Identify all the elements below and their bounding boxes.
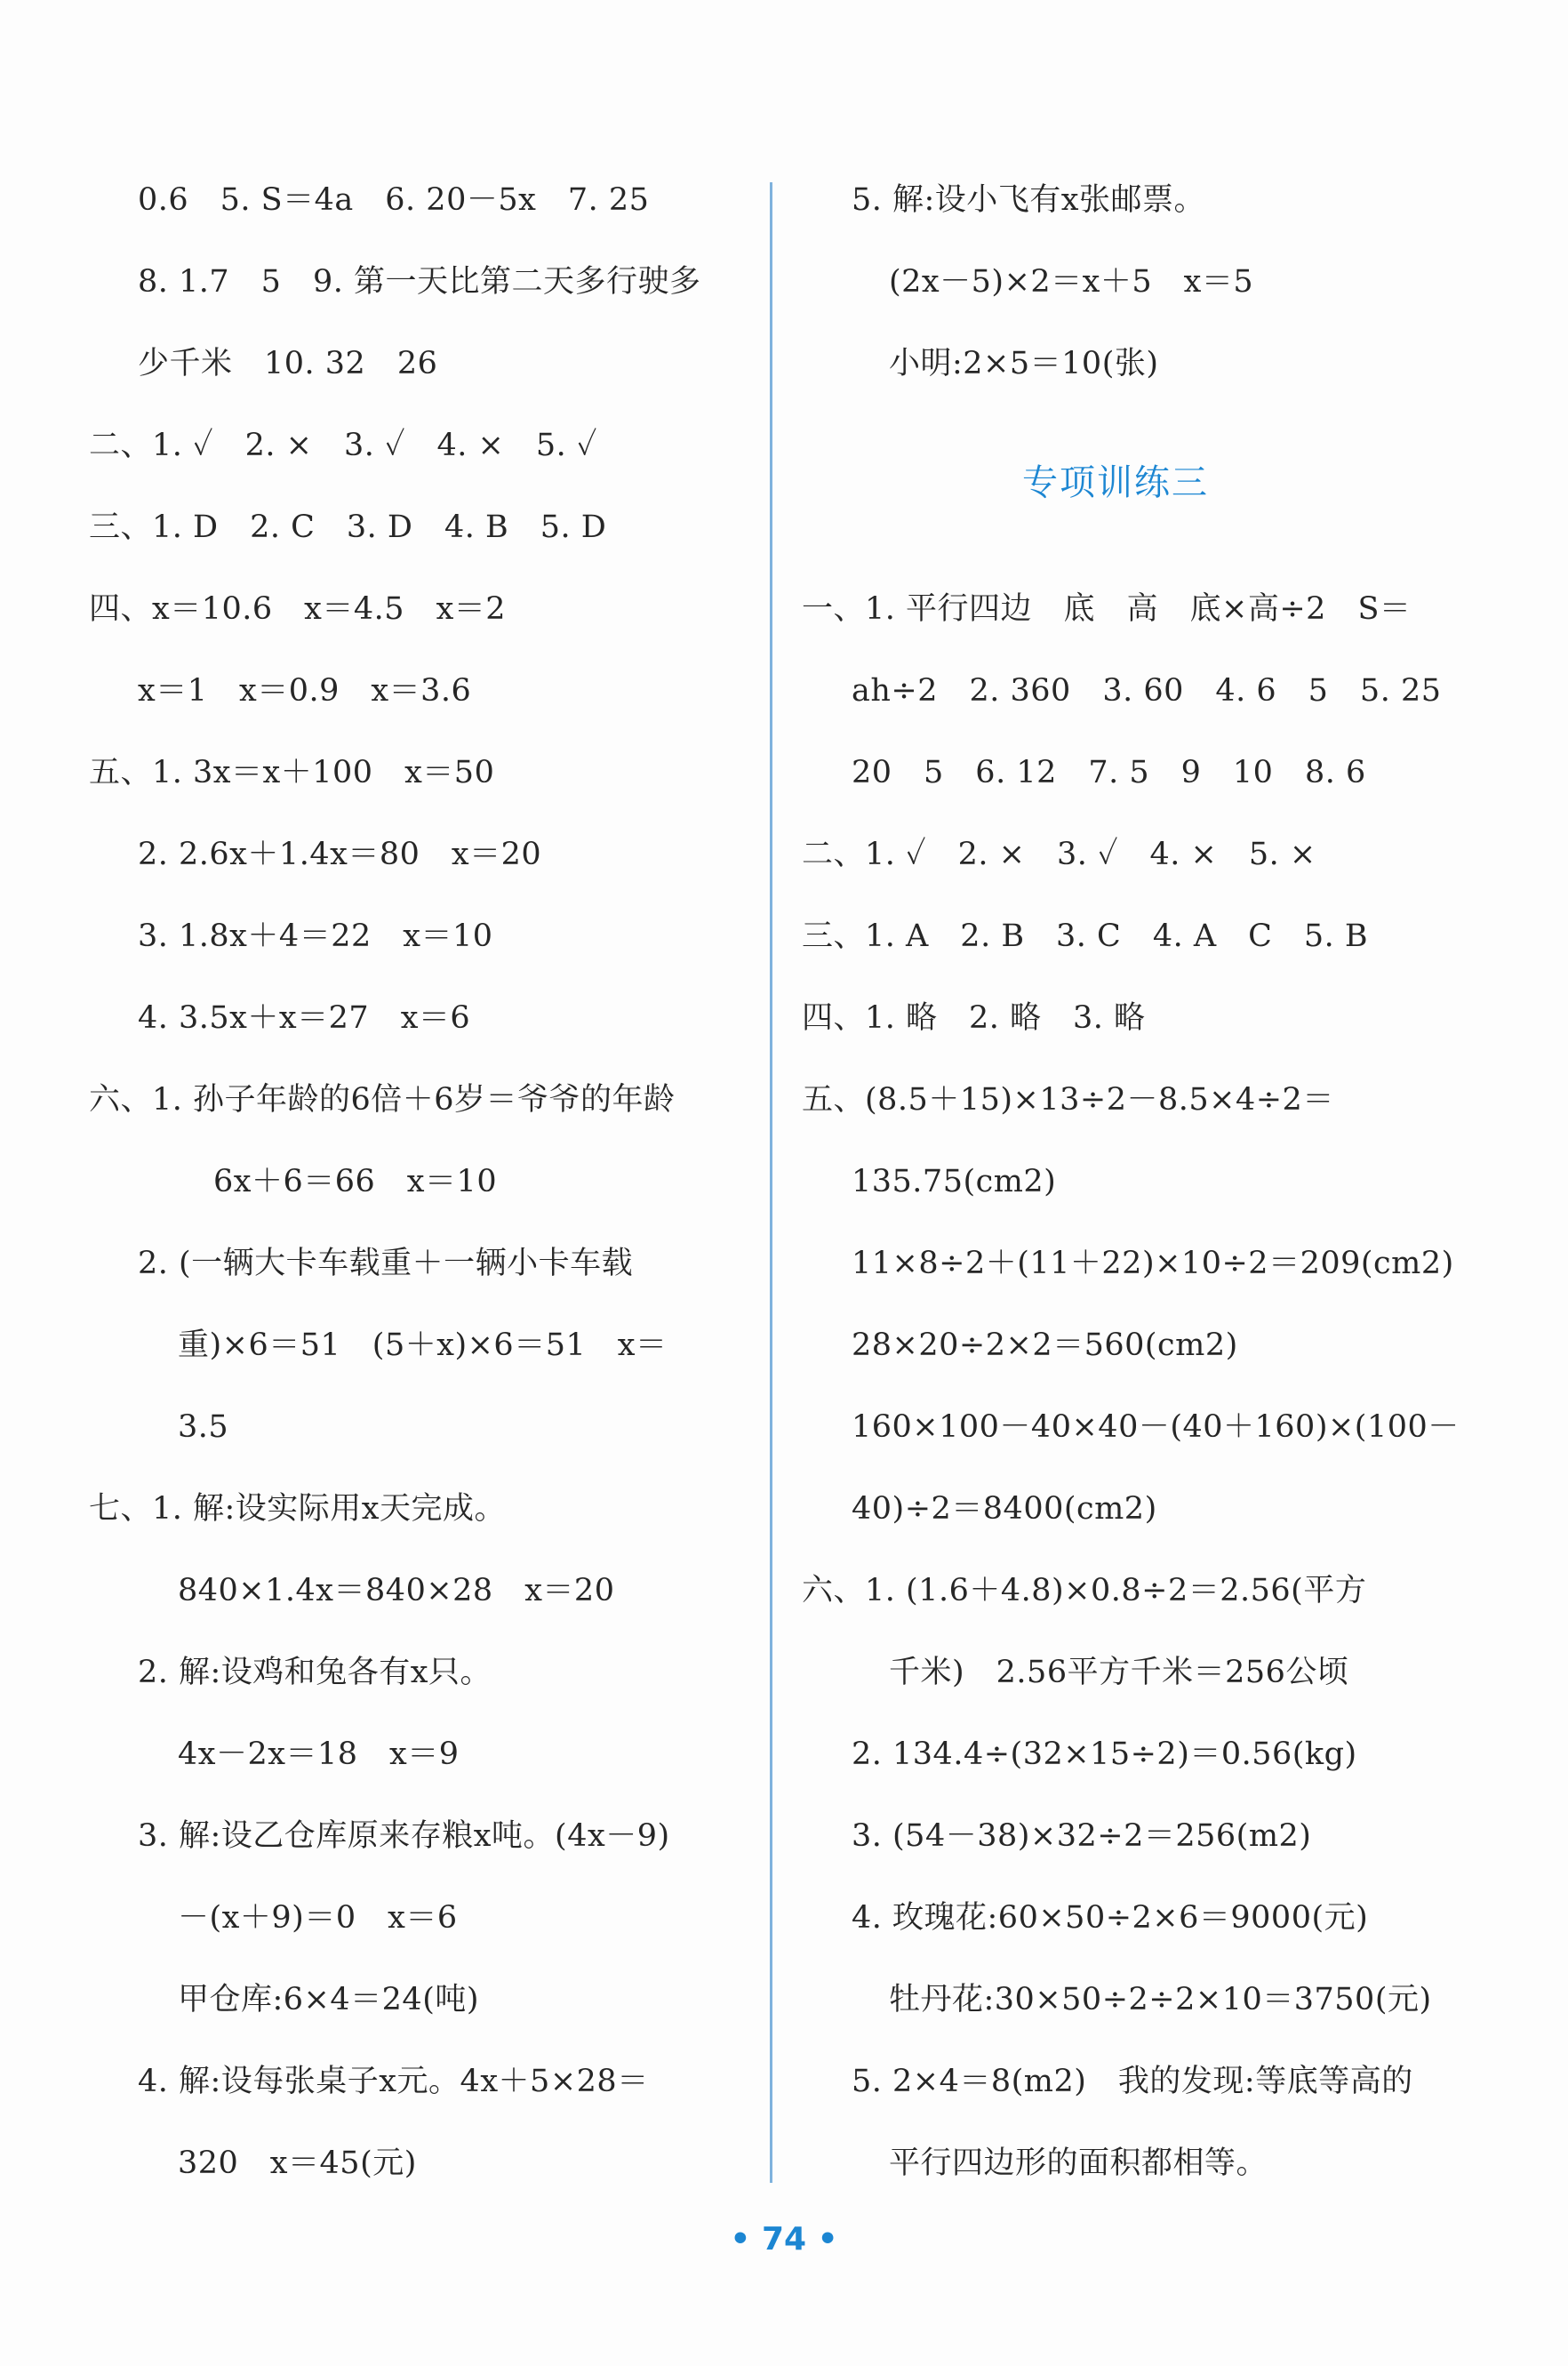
answer-line: 3. 解:设乙仓库原来存粮x吨。(4x－9) [138, 1818, 670, 1854]
answer-line: 3. 1.8x＋4＝22 x＝10 [138, 918, 493, 954]
answer-line: x＝1 x＝0.9 x＝3.6 [138, 673, 472, 709]
answer-line: 135.75(cm2) [852, 1164, 1057, 1199]
page-number: • 74 • [730, 2221, 838, 2258]
answer-line: 4. 解:设每张桌子x元。4x＋5×28＝ [138, 2064, 649, 2099]
answer-line: 五、(8.5＋15)×13÷2－8.5×4÷2＝ [802, 1082, 1334, 1118]
answer-line: 2. 134.4÷(32×15÷2)＝0.56(kg) [852, 1736, 1357, 1772]
answer-line: ah÷2 2. 360 3. 60 4. 6 5 5. 25 [852, 673, 1442, 709]
answer-line: 牡丹花:30×50÷2÷2×10＝3750(元) [889, 1982, 1432, 2017]
answer-line: 甲仓库:6×4＝24(吨) [178, 1982, 480, 2017]
answer-line: 840×1.4x＝840×28 x＝20 [178, 1573, 615, 1608]
answer-line: 四、1. 略 2. 略 3. 略 [802, 1000, 1146, 1036]
answer-line: 11×8÷2＋(11＋22)×10÷2＝209(cm2) [852, 1246, 1454, 1281]
answer-line: 320 x＝45(元) [178, 2145, 417, 2181]
answer-line: 2. (一辆大卡车载重＋一辆小卡车载 [138, 1246, 634, 1281]
answer-line: 二、1. ✓ 2. × 3. ✓ 4. × 5. ✓ [89, 428, 597, 463]
answer-line: 五、1. 3x＝x＋100 x＝50 [89, 755, 495, 790]
answer-line: 三、1. A 2. B 3. C 4. A C 5. B [802, 918, 1369, 954]
section-title: 专项训练三 [1022, 462, 1209, 503]
answer-line: 4. 玫瑰花:60×50÷2×6＝9000(元) [852, 1900, 1369, 1936]
answer-line: 千米) 2.56平方千米＝256公顷 [889, 1655, 1349, 1690]
answer-line: 平行四边形的面积都相等。 [889, 2145, 1268, 2181]
answer-line: 重)×6＝51 (5＋x)×6＝51 x＝ [178, 1327, 668, 1363]
answer-line: (2x－5)×2＝x＋5 x＝5 [889, 264, 1254, 300]
answer-line: 5. 解:设小飞有x张邮票。 [852, 182, 1206, 218]
answer-line: 6x＋6＝66 x＝10 [213, 1164, 498, 1199]
column-divider [770, 182, 772, 2183]
answer-line: 0.6 5. S＝4a 6. 20－5x 7. 25 [138, 182, 650, 218]
answer-line: 六、1. 孙子年龄的6倍＋6岁＝爷爷的年龄 [89, 1082, 676, 1118]
answer-line: 28×20÷2×2＝560(cm2) [852, 1327, 1238, 1363]
answer-line: 小明:2×5＝10(张) [889, 346, 1159, 381]
answer-line: 3. (54－38)×32÷2＝256(m2) [852, 1818, 1312, 1854]
answer-line: 2. 解:设鸡和兔各有x只。 [138, 1655, 492, 1690]
answer-line: 四、x＝10.6 x＝4.5 x＝2 [89, 591, 507, 627]
answer-line: 4. 3.5x＋x＝27 x＝6 [138, 1000, 471, 1036]
answer-line: 40)÷2＝8400(cm2) [852, 1491, 1157, 1527]
answer-line: 20 5 6. 12 7. 5 9 10 8. 6 [852, 755, 1366, 790]
answer-line: 七、1. 解:设实际用x天完成。 [89, 1491, 507, 1527]
answer-line: 2. 2.6x＋1.4x＝80 x＝20 [138, 837, 542, 872]
answer-line: 160×100－40×40－(40＋160)×(100－ [852, 1409, 1460, 1445]
answer-line: 8. 1.7 5 9. 第一天比第二天多行驶多 [138, 264, 701, 300]
answer-line: 三、1. D 2. C 3. D 4. B 5. D [89, 509, 607, 545]
answer-line: 一、1. 平行四边 底 高 底×高÷2 S＝ [802, 591, 1412, 627]
answer-line: 二、1. ✓ 2. × 3. ✓ 4. × 5. × [802, 837, 1316, 872]
answer-line: －(x＋9)＝0 x＝6 [178, 1900, 458, 1936]
answer-line: 少千米 10. 32 26 [138, 346, 438, 381]
answer-line: 3.5 [178, 1409, 229, 1445]
answer-line: 4x－2x＝18 x＝9 [178, 1736, 460, 1772]
answer-line: 六、1. (1.6＋4.8)×0.8÷2＝2.56(平方 [802, 1573, 1367, 1608]
answer-line: 5. 2×4＝8(m2) 我的发现:等底等高的 [852, 2064, 1413, 2099]
